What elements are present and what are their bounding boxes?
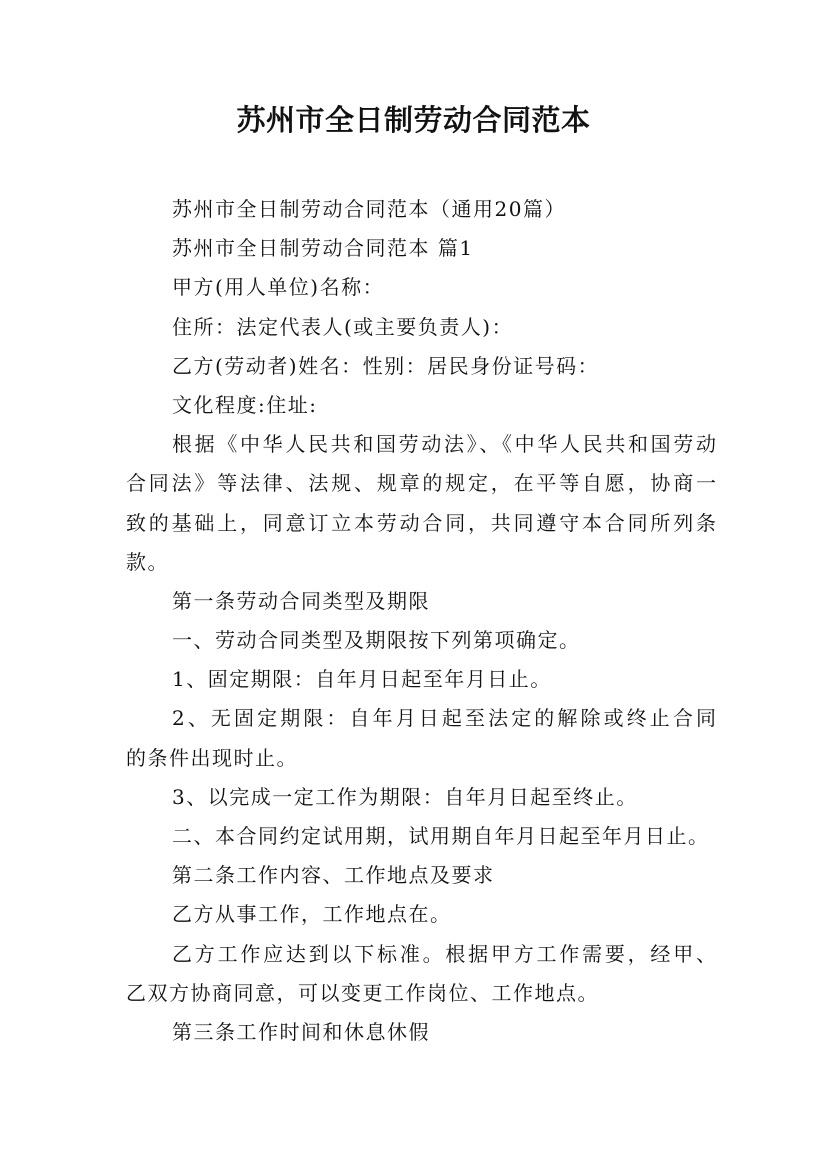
paragraph-line: 根据《中华人民共和国劳动法》、《中华人民共和国劳动 [172,432,716,457]
document-body [126,190,716,1052]
section-heading: 第二条工作内容、工作地点及要求 [172,863,495,888]
paragraph-line: 乙双方协商同意，可以变更工作岗位、工作地点。 [126,980,599,1005]
paragraph-line: 1、固定期限：自年月日起至年月日止。 [172,667,552,692]
paragraph-line: 苏州市全日制劳动合同范本 篇1 [172,236,474,261]
paragraph-line: 二、本合同约定试用期，试用期自年月日起至年月日止。 [172,824,710,848]
paragraph-line: 合同法》等法律、法规、规章的规定，在平等自愿，协商一 [126,471,716,496]
paragraph-line: 2、无固定期限：自年月日起至法定的解除或终止合同 [172,706,716,731]
paragraph-line: 致的基础上，同意订立本劳动合同，共同遵守本合同所列条 [126,510,716,535]
paragraph-line: 住所：法定代表人(或主要负责人)： [172,314,514,339]
paragraph-line: 苏州市全日制劳动合同范本（通用20篇） [172,197,566,221]
paragraph-line: 甲方(用人单位)名称： [172,275,385,300]
paragraph-line: 乙方(劳动者)姓名：性别：居民身份证号码： [172,353,600,378]
document-title: 苏州市全日制劳动合同范本 [236,103,591,137]
section-heading: 第一条劳动合同类型及期限 [172,588,430,613]
section-heading: 第三条工作时间和休息休假 [172,1019,430,1044]
paragraph-line: 的条件出现时止。 [126,745,298,770]
paragraph-line: 一、劳动合同类型及期限按下列第项确定。 [172,628,581,653]
paragraph-line: 3、以完成一定工作为期限：自年月日起至终止。 [172,784,638,809]
paragraph-line: 乙方工作应达到以下标准。根据甲方工作需要，经甲、 [172,941,716,966]
paragraph-line: 乙方从事工作，工作地点在。 [172,902,452,927]
paragraph-line: 款。 [126,549,169,574]
paragraph-line: 文化程度:住址: [172,392,318,417]
